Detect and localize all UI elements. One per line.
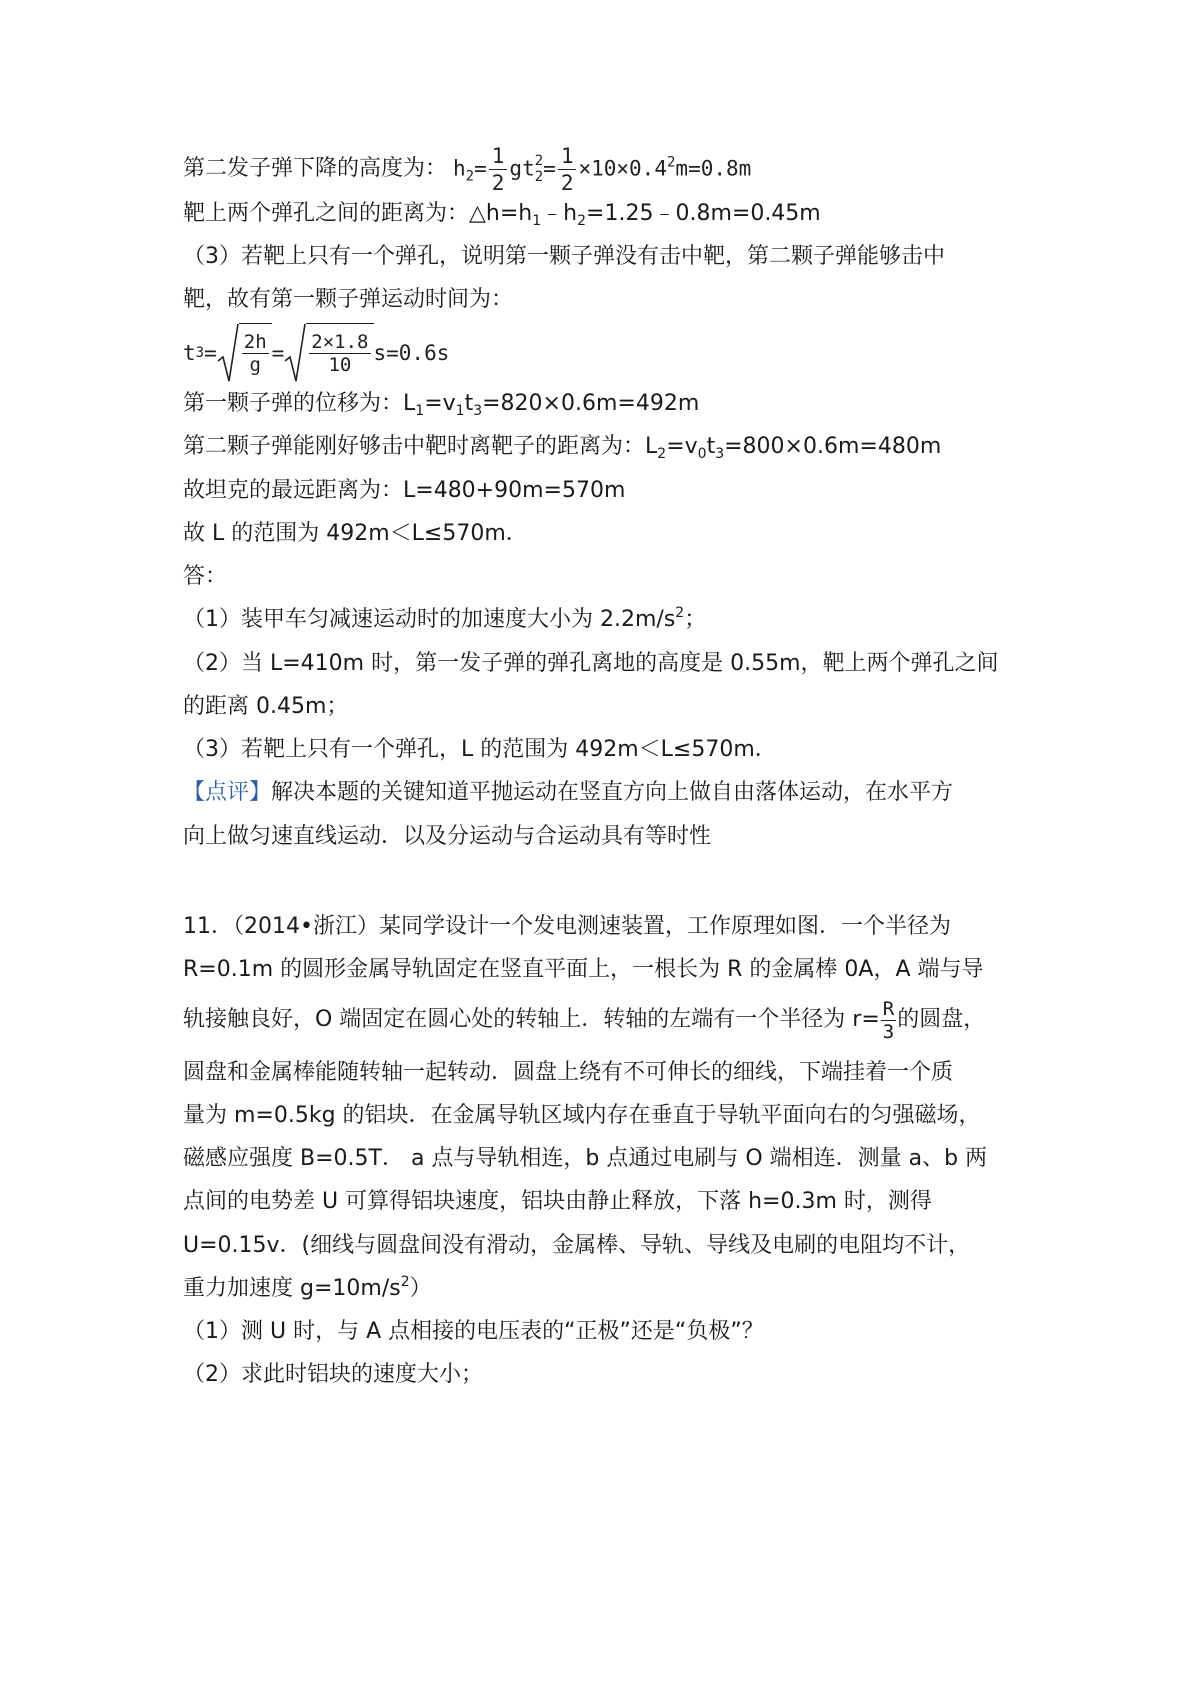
text-line: 点间的电势差 U 可算得铝块速度，铝块由静止释放，下落 h=0.3m 时，测得 [183, 1189, 932, 1214]
text: 第二发子弹下降的高度为： [183, 156, 448, 181]
text-line: （1）测 U 时，与 A 点相接的电压表的“正极”还是“负极”？ [183, 1319, 764, 1344]
comment-line: 【点评】解决本题的关键知道平抛运动在竖直方向上做自由落体运动，在水平方 [183, 780, 954, 805]
math-formula: t 3 = $\frac{2h}{g}$ = $\frac{2\times 1.8}{10}$ s=0.6s [183, 323, 449, 383]
text-line: 圆盘和金属棒能随转轴一起转动．圆盘上绕有不可伸长的细线，下端挂着一个质 [183, 1060, 954, 1085]
text-line: 量为 m=0.5kg 的铝块．在金属导轨区域内存在垂直于导轨平面向右的匀强磁场， [183, 1103, 981, 1128]
comment-tag: 【点评】 [183, 780, 272, 805]
text-line: 第二颗子弹能刚好够击中靶时离靶子的距离为：$L_2=v_0t_3=800\times 0.6m=480m$ [183, 434, 942, 462]
fraction: $\frac{1}{2}$ [489, 143, 508, 196]
formula-line-h2 [183, 143, 1033, 195]
fraction: $\frac{R}{3}$ [882, 997, 895, 1043]
text-line: U=0.15v．(细线与圆盘间没有滑动，金属棒、导轨、导线及电刷的电阻均不计， [183, 1233, 971, 1258]
text-line: （2）求此时铝块的速度大小； [183, 1362, 483, 1387]
text-line: 第一颗子弹的位移为：$L_1=v_1t_3=820\times 0.6m=492m$ [183, 391, 700, 419]
text-line: 故 L 的范围为 492m＜L≤570m． [183, 521, 528, 546]
sqrt-symbol [217, 323, 272, 383]
math-formula: $h_2=$ $\frac{1}{2}$ gt 2 2 = $\frac{1}{2}$ $\times 10\times 0.4^2m=0.8m$ [453, 143, 752, 195]
fraction: $\frac{2h}{g}$ [243, 331, 267, 376]
answer-heading: 答： [183, 564, 228, 589]
sqrt-symbol [284, 323, 373, 383]
fraction: $\frac{2\times 1.8}{10}$ [311, 331, 369, 376]
text-line: 重力加速度 $g=10m/s^2$） [183, 1274, 432, 1301]
formula-line-t3 [183, 320, 1033, 386]
text-line: 靶，故有第一颗子弹运动时间为： [183, 287, 514, 312]
text-line: （1）装甲车匀减速运动时的加速度大小为 $2.2m/s^2$； [183, 605, 707, 632]
text-line: R=0.1m 的圆形金属导轨固定在竖直平面上，一根长为 R 的金属棒 0A，A 端与导 [183, 957, 984, 982]
text-line: 轨接触良好，O 端固定在圆心处的转轴上．转轴的左端有一个半径为 r= $\frac{R}{3}$ 的圆盘， [183, 997, 986, 1043]
text-line: （2）当 L=410m 时，第一发子弹的弹孔离地的高度是 0.55m，靶上两个弹孔之间 [183, 651, 999, 676]
fraction: $\frac{1}{2}$ [558, 143, 577, 196]
text-line: 向上做匀速直线运动．以及分运动与合运动具有等时性 [183, 824, 712, 849]
text-line: 靶上两个弹孔之间的距离为：$\triangle h=h_1﹣h_2=1.25﹣0.8m=0.45m$ [183, 201, 821, 229]
text-line: （3）若靶上只有一个弹孔，L 的范围为 492m＜L≤570m． [183, 737, 777, 762]
text-line: 的距离 0.45m； [183, 694, 349, 719]
text-line: 磁感应强度 B=0.5T． a 点与导轨相连，b 点通过电刷与 O 端相连．测量 a、b 两 [183, 1146, 988, 1171]
text-line: （3）若靶上只有一个弹孔，说明第一颗子弹没有击中靶，第二颗子弹能够击中 [183, 244, 945, 269]
text-line: 故坦克的最远距离为：L=480+90m=570m [183, 478, 626, 503]
question-line: 11．（2014•浙江）某同学设计一个发电测速装置，工作原理如图．一个半径为 [183, 914, 951, 939]
